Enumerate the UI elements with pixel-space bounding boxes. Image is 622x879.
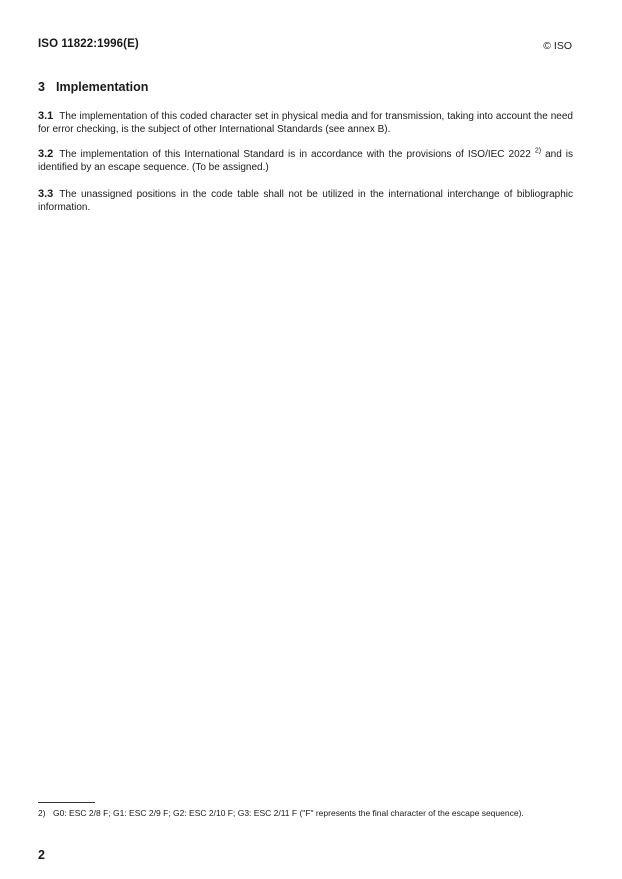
clause-text: The implementation of this International Standard is in accordance with the provisions of ISO/IEC 2022 — [59, 149, 531, 160]
page-number: 2 — [38, 848, 45, 862]
clause-text: The unassigned positions in the code table shall not be utilized in the international interchange of bibliographic information. — [38, 189, 573, 213]
clause-number: 3.1 — [38, 110, 54, 122]
clause-3-2 — [38, 148, 573, 174]
clause-3-3 — [38, 188, 573, 214]
section-number: 3 — [38, 80, 45, 94]
footnote — [38, 808, 578, 819]
footnote-divider — [38, 802, 95, 803]
clause-number: 3.3 — [38, 188, 54, 200]
section-title: Implementation — [56, 80, 149, 94]
footnote-reference[interactable]: 2) — [534, 147, 542, 155]
clause-3-1 — [38, 110, 573, 136]
copyright-notice: © ISO — [543, 40, 572, 52]
clause-text-continued: and is identified by an escape sequence. (To be assigned.) — [38, 149, 574, 173]
document-id: ISO 11822:1996(E) — [38, 38, 139, 50]
clause-text: The implementation of this coded character set in physical media and for transmission, taking into account the need for error checking, is the subject of other International Standards (see annex B). — [38, 111, 573, 135]
section-heading — [38, 80, 148, 94]
footnote-number: 2) — [38, 808, 46, 818]
clause-number: 3.2 — [38, 148, 54, 160]
footnote-text: G0: ESC 2/8 F; G1: ESC 2/9 F; G2: ESC 2/10 F; G3: ESC 2/11 F ("F" represents the final character of the escape sequence). — [53, 808, 524, 818]
